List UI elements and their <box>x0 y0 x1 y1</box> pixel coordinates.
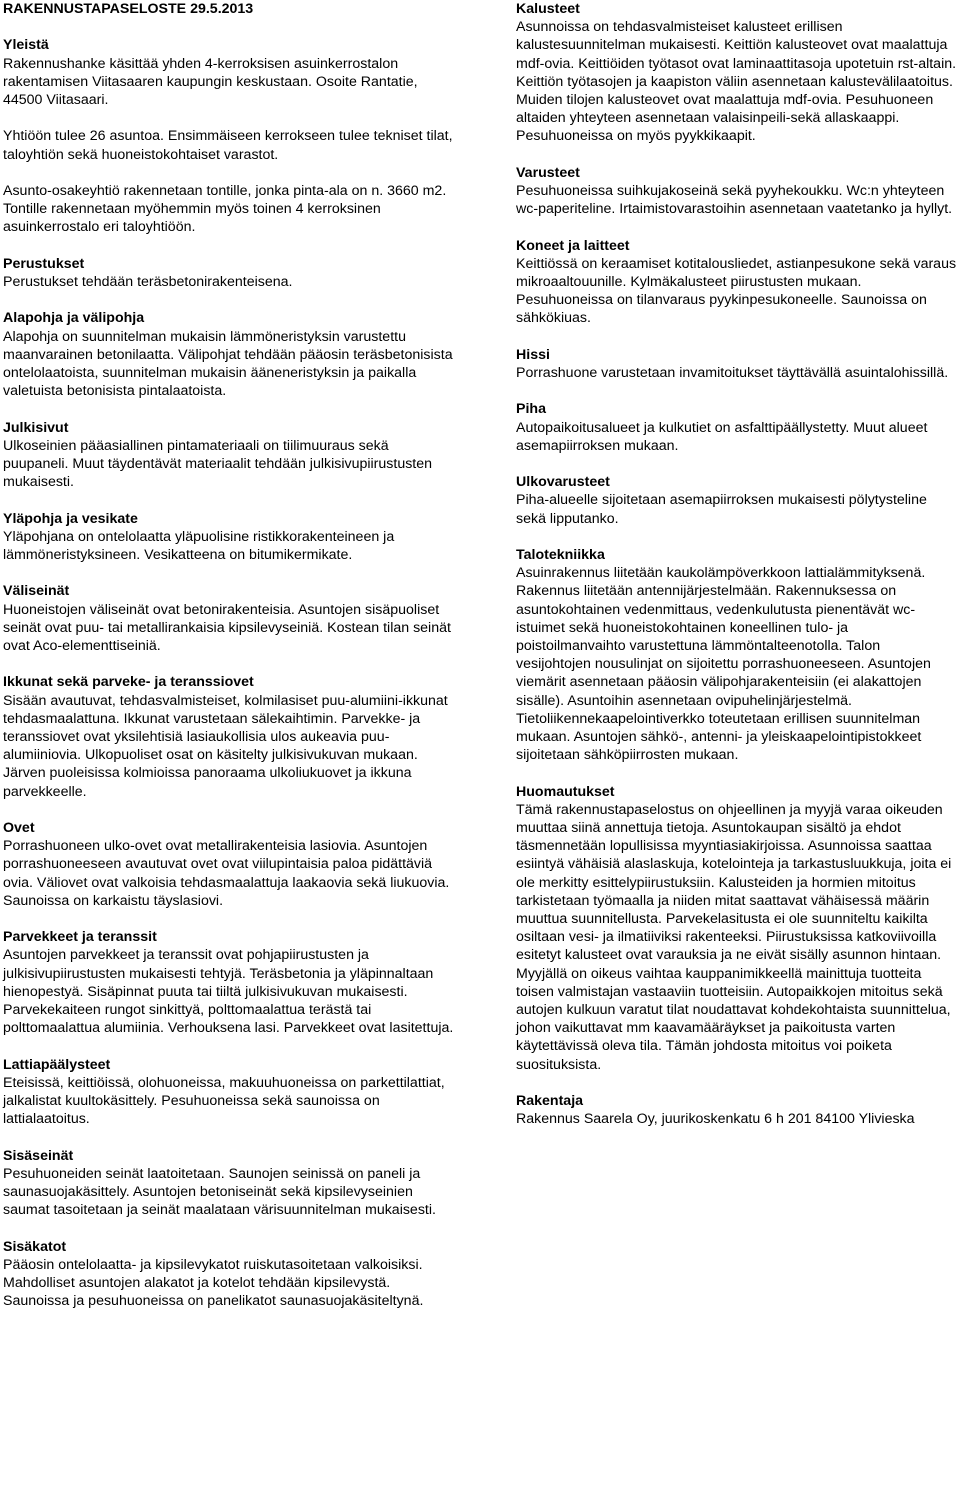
section-alapohja-ja-valipohja <box>3 309 455 400</box>
right-column <box>516 0 958 1128</box>
section-ovet <box>3 819 455 910</box>
section-perustukset <box>3 255 455 291</box>
section-heading: Sisäkatot <box>3 1238 67 1255</box>
section-paragraph: Keittiössä on keraamiset kotitalousliedet, astianpesukone sekä varaus mikroaaltouunille. Kylmäkalusteet piirustusten mukaan. Pesuhuoneissa on tilanvaraus pyykinpesukoneelle. Saunoissa on sähkökiuas. <box>516 255 957 327</box>
section-koneet-ja-laitteet <box>516 237 958 328</box>
section-paragraph: Autopaikoitusalueet ja kulkutiet on asfalttipäällystetty. Muut alueet asemapiirroksen mukaan. <box>516 419 928 454</box>
section-varusteet <box>516 164 958 219</box>
section-julkisivut <box>3 419 455 492</box>
section-heading: Alapohja ja välipohja <box>3 310 145 327</box>
section-paragraph: Asunnoissa on tehdasvalmisteiset kalusteet erillisen kalustesuunnitelman mukaisesti. Keittiön kalusteovet ovat maalattuja mdf-ovia. Keittiöiden työtasot ovat laminaattitasoja upotetuin rst-altain. Keittiön työtasojen ja kaapiston väliin asennetaan kalustevälilaatoitus. Muiden tilojen kalusteovet ovat maalattuja mdf-ovia. Pesuhuoneen altaiden yhteyteen asennetaan valaisinpeili-sekä allaskaappi. Pesuhuoneissa on myös pyykkikaapit. <box>516 19 957 145</box>
section-heading: Julkisivut <box>3 419 69 436</box>
section-heading: Ovet <box>3 819 35 836</box>
section-yleista <box>3 36 455 236</box>
section-paragraph: Asunto-osakeyhtiö rakennetaan tontille, jonka pinta-ala on n. 3660 m2. Tontille rakennetaan myöhemmin myös toinen 4 kerroksinen asuinkerrostalo eri taloyhtiöön. <box>3 182 447 236</box>
section-paragraph: Eteisissä, keittiöissä, olohuoneissa, makuuhuoneissa on parkettilattiat, jalkalistat kuultokäsittely. Pesuhuoneissa sekä saunoissa on lattialaatoitus. <box>3 1074 445 1128</box>
section-heading: Huomautukset <box>516 783 615 800</box>
section-paragraph: Ulkoseinien pääasiallinen pintamateriaali on tiilimuuraus sekä puupaneli. Muut täydentävät materiaalit tehdään julkisivupiirustusten mukaisesti. <box>3 437 433 491</box>
section-paragraph: Pääosin ontelolaatta- ja kipsilevykatot ruiskutasoitetaan valkoisiksi. Mahdolliset asuntojen alakatot ja kotelot tehdään kipsilevystä. Saunoissa ja pesuhuoneissa on panelikatot saunasuojakäsiteltynä. <box>3 1256 424 1310</box>
section-paragraph: Perustukset tehdään teräsbetonirakenteisena. <box>3 273 293 290</box>
left-sections <box>3 36 455 1310</box>
left-column <box>3 0 455 1310</box>
section-heading: Ikkunat sekä parveke- ja teranssiovet <box>3 674 254 691</box>
section-heading: Yleistä <box>3 37 49 54</box>
section-ulkovarusteet <box>516 473 958 528</box>
section-kalusteet <box>516 0 958 146</box>
section-heading: Talotekniikka <box>516 547 605 563</box>
section-paragraph: Yhtiöön tulee 26 asuntoa. Ensimmäiseen kerrokseen tulee tekniset tilat, taloyhtiön sekä huoneistokohtaiset varastot. <box>3 128 453 163</box>
section-heading: Varusteet <box>516 164 580 181</box>
section-paragraph: Asuntojen parvekkeet ja teranssit ovat pohjapiirustusten ja julkisivupiirustusten mukaisesti tehtyjä. Teräsbetonia ja yläpinnaltaan hienopestyä. Sisäpinnat puuta tai tiiltä julkisivukuvan mukaisesti. Parvekekaiteen rungot sinkittyä, polttomaalattua terästä tai polttomaalattua alumiinia. Verhouksena lasi. Parvekkeet ovat lasitettuja. <box>3 947 454 1037</box>
section-valiseinat <box>3 582 455 655</box>
section-heading: Hissi <box>516 346 550 363</box>
section-rakentaja <box>516 1092 958 1128</box>
section-paragraph: Alapohja on suunnitelman mukaisin lämmöneristyksin varustettu maanvarainen betonilaatta. Välipohjat tehdään pääosin teräsbetonisista ontelolaatoista, suunnitelman mukaisin ääneneristyksin ja paikalla valetuista betonisista pintalaatoista. <box>3 328 453 400</box>
section-heading: Sisäseinät <box>3 1147 74 1164</box>
section-paragraph: Pesuhuoneissa suihkujakoseinä sekä pyyhekoukku. Wc:n yhteyteen wc-paperiteline. Irtaimistovarastoihin asennetaan vaatetanko ja hyllyt. <box>516 183 953 218</box>
section-heading: Yläpohja ja vesikate <box>3 510 138 527</box>
section-paragraph: Porrashuone varustetaan invamitoitukset täyttävällä asuintalohissillä. <box>516 365 949 382</box>
section-parvekkeet-ja-teranssit <box>3 928 455 1037</box>
section-huomautukset <box>516 783 958 1074</box>
section-heading: Piha <box>516 401 546 418</box>
section-lattiapaalysteet <box>3 1056 455 1129</box>
section-paragraph: Yläpohjana on ontelolaatta yläpuolisine ristikkorakenteineen ja lämmöneristyksineen. Vesikatteena on bitumikermikate. <box>3 528 395 563</box>
section-ikkunat-seka-parveke-ja-teranssiovet <box>3 673 455 800</box>
section-hissi <box>516 346 958 382</box>
document-title: RAKENNUSTAPASELOSTE 29.5.2013 <box>3 1 254 17</box>
section-heading: Kalusteet <box>516 1 580 17</box>
section-heading: Lattiapäälysteet <box>3 1056 111 1073</box>
section-paragraph: Rakennushanke käsittää yhden 4-kerroksisen asuinkerrostalon rakentamisen Viitasaaren kaupungin keskustaan. Osoite Rantatie, 44500 Viitasaari. <box>3 55 418 108</box>
section-heading: Rakentaja <box>516 1093 584 1110</box>
section-heading: Perustukset <box>3 255 85 272</box>
section-sisakatot <box>3 1238 455 1311</box>
section-paragraph: Tämä rakennustapaselostus on ohjeellinen ja myyjä varaa oikeuden muuttaa siinä annettuja tietoja. Asuntokaupan sisältö ja ehdot täsmennetään lopullisissa myyntiasiakirjoissa. Asunnoissa saattaa esiintyä vähäisiä alaslaskuja, kotelointeja ja tarkastusluukkuja, joita ei ole merkitty esittelypiirustuksiin. Kalusteiden ja hormien mitoitus tarkistetaan työmaalla ja niiden mitat saattavat vähäisessä määrin muuttua suunnitellusta. Parvekelasitusta ei ole suunniteltu kaikilta osiltaan vesi- ja ilmatiiviksi rakenteeksi. Piirustuksissa katkoviivoilla esitetyt kalusteet ovat varauksia ja ne eivät sisälly asunnon hintaan. Myyjällä on oikeus vaihtaa kauppanimikkeellä mainittuja tuotteita toisen valmistajan vastaaviin tuotteisiin. Autopaikkojen mitoitus sekä autojen kulkuun varatut tilat noudattavat kohdekohtaista suunnittelua, johon vaikuttavat mm kaavamääräykset ja paikoitusta varten käytettävissä oleva tila. Tämän johdosta mitoitus voi poiketa suosituksista. <box>516 801 952 1073</box>
section-paragraph: Huoneistojen väliseinät ovat betonirakenteisia. Asuntojen sisäpuoliset seinät ovat puu- tai metallirankaisia kipsilevyseiniä. Kostean tilan seinät ovat Aco-elementtiseiniä. <box>3 601 451 654</box>
section-heading: Ulkovarusteet <box>516 474 610 491</box>
section-paragraph: Pesuhuoneiden seinät laatoitetaan. Saunojen seinissä on paneli ja saunasuojakäsittely. Asuntojen betoniseinät sekä kipsilevyseinien saumat tasoitetaan ja seinät maalataan värisuunnitelman mukaisesti. <box>3 1165 436 1219</box>
section-paragraph: Piha-alueelle sijoitetaan asemapiirroksen mukaisesti pölytysteline sekä lipputanko. <box>516 492 927 527</box>
right-sections <box>516 0 958 1128</box>
section-sisaseinat <box>3 1147 455 1220</box>
section-paragraph: Rakennus Saarela Oy, juurikoskenkatu 6 h 201 84100 Ylivieska <box>516 1111 915 1128</box>
section-heading: Koneet ja laitteet <box>516 237 630 254</box>
section-paragraph: Porrashuoneen ulko-ovet ovat metallirakenteisia lasiovia. Asuntojen porrashuoneeseen avautuvat ovet ovat viilupintaisia paloa pidättäviä ovia. Väliovet ovat valkoisia tehdasmaalattuja laakaovia sekä liukuovia. Saunoissa on karkaistu täyslasiovi. <box>3 838 450 909</box>
section-paragraph: Sisään avautuvat, tehdasvalmisteiset, kolmilasiset puu-alumiini-ikkunat tehdasmaalattuna. Ikkunat varustetaan sälekaihtimin. Parvekke- ja teranssiovet ovat yksilehtisiä lasiaukollisia ulos aukeavia puu-alumiiniovia. Ulkopuoliset osat on käsitelty julkisivukuvan mukaan. Järven puoleisissa kolmioissa panoraama ulkoliukuovet ja ikkuna parvekkeelle. <box>3 692 448 800</box>
section-paragraph: Asuinrakennus liitetään kaukolämpöverkkoon lattialämmityksenä. Rakennus liitetään antennijärjestelmään. Rakennuksessa on asuntokohtainen vedenmittaus, vedenkulutusta pienentävät wc-istuimet sekä huoneistokohtainen koneellinen tulo- ja poistoilmanvaihto varustettuna lämmöntalteenotolla. Talon vesijohtojen nousulinjat on sijoitettu porrashuoneeseen. Asuntojen viemärit asennetaan pääosin välipohjarakenteisiin (ei alakattojen sisälle). Asuntoihin asennetaan ovipuhelinjärjestelmä. Tietoliikennekaapelointiverkko toteutetaan erillisen suunnitelman mukaan. Asuntojen sähkö-, antenni- ja yleiskaapelointipistokkeet sijoitetaan sähköpiirrosten mukaan. <box>516 565 931 764</box>
section-talotekniikka <box>516 546 958 764</box>
section-heading: Parvekkeet ja teranssit <box>3 929 157 946</box>
section-ylapohja-ja-vesikate <box>3 510 455 565</box>
section-piha <box>516 400 958 455</box>
section-heading: Väliseinät <box>3 583 70 600</box>
